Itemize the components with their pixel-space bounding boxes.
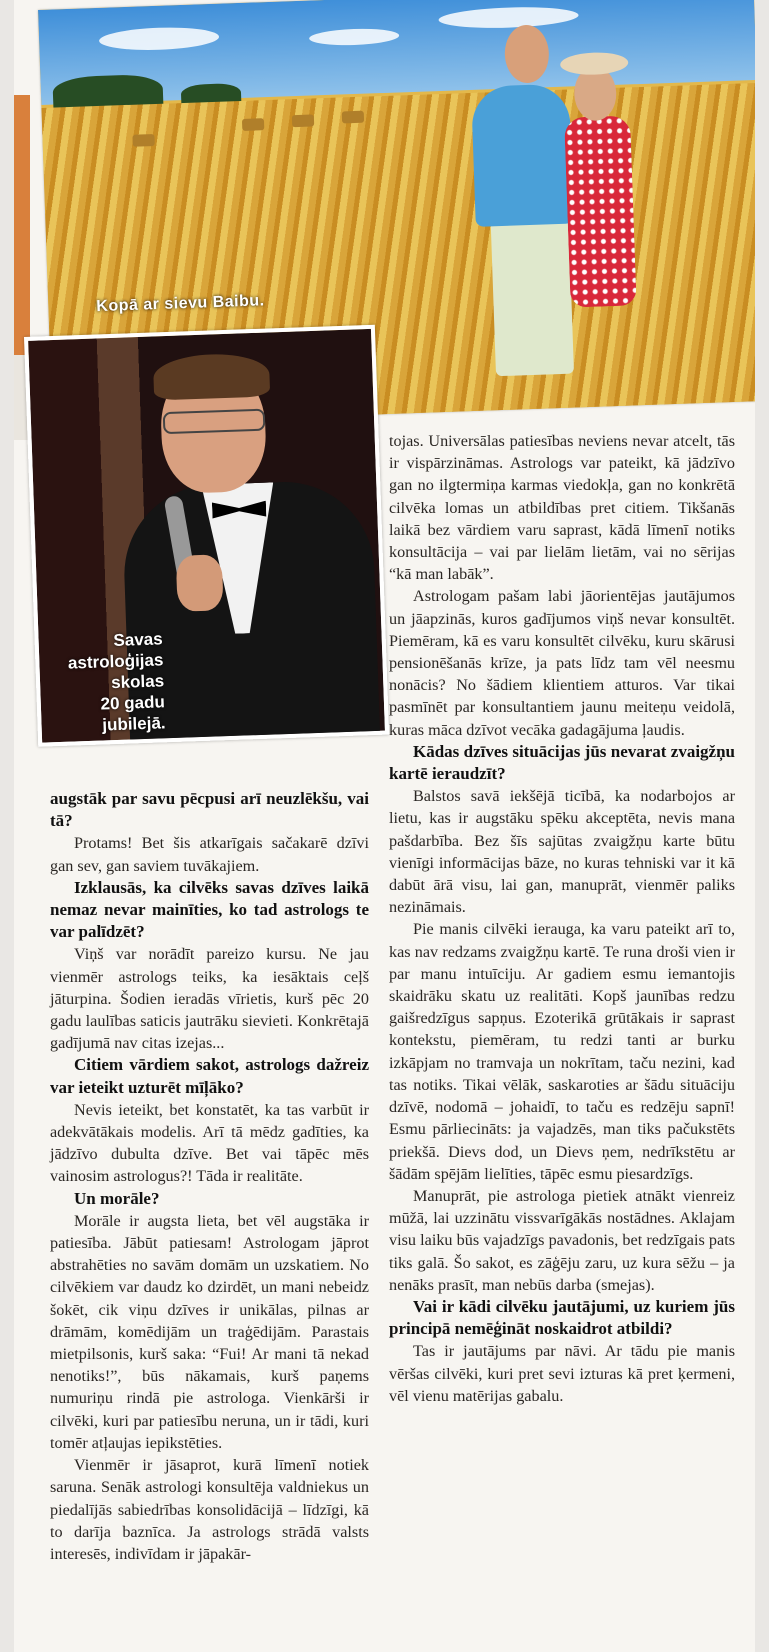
caption-line: jubilejā.: [101, 713, 166, 735]
photo-caption: Kopā ar sievu Baibu.: [96, 292, 265, 316]
hay-bale: [342, 111, 364, 124]
answer-paragraph: Nevis ieteikt, bet konstatēt, ka tas varbūt ir adekvātākais modelis. Arī tā mēdz gadīties, ka jādzīvo dubulta dzīve. Bet vai tāpēc mēs vainosim astrologus?! Tāda ir realitāte.: [50, 1100, 369, 1186]
answer-paragraph: Manuprāt, pie astrologa pietiek atnākt vienreiz mūžā, lai uzzinātu vissvarīgākās nostādnes. Aklajam visu laiku būs vajadzīgs pavadonis, bet redzīgais pats tiks galā. Šo sakot, es zāģēju zaru, uz kura sēžu – ja nenāks prasīt, man nebūs darba (smejas).: [389, 1186, 735, 1294]
hay-bale: [292, 114, 314, 127]
man-figure-pants: [491, 216, 574, 377]
answer-paragraph: Protams! Bet šis atkarīgais sačakarē dzīvi gan sev, gan saviem tuvākajiem.: [50, 834, 369, 875]
caption-line: Savas: [113, 629, 163, 651]
hay-bale: [132, 134, 154, 147]
woman-figure-dress: [564, 115, 637, 307]
question-heading: Vai ir kādi cilvēku jautājumi, uz kuriem jūs principā nemēģināt noskaidrot atbildi?: [389, 1296, 735, 1339]
magazine-page: [14, 0, 755, 1652]
caption-line: 20 gadu: [100, 692, 166, 714]
question-heading: augstāk par savu pēcpusi arī neuzlēkšu, vai tā?: [50, 789, 369, 831]
answer-paragraph: Astrologam pašam labi jāorientējas jautājumos un jāapzinās, kuros gadījumos viņš nevar konsultēt. Piemēram, kā es varu konsultēt cilvēku, kuru skārusi pensionēšanās krīze, ja pats līdz tam vēl neesmu nonācis? No šādiem klientiem atturos. Var tikai pasmīnēt par konsultantiem jaunu meiteņu veidolā, kuras māca dzīvot vecāka gadagājuma ļaudis.: [389, 587, 735, 739]
question-heading: Un morāle?: [74, 1188, 160, 1208]
answer-paragraph: Tas ir jautājums par nāvi. Ar tādu pie manis vēršas cilvēki, kuri pret sevi izturas kā pret ķermeni, vēl vienu matērijas gabalu.: [389, 1342, 735, 1405]
article-column-right: [389, 430, 735, 1407]
glasses: [163, 409, 266, 435]
hand: [176, 554, 224, 612]
answer-paragraph: Balstos savā iekšējā ticībā, ka nodarbojos ar lietu, kas ir augstāku spēku akceptēta, nevis mana pašdarbība. Bez šīs sajūtas zvaigžņu karte būtu vienīgi informācijas bāze, no kuras tehniski var it kā dabūt ārā visu, lai gan, manuprāt, vienmēr paliks nezināmais.: [389, 787, 735, 917]
question-heading: Kādas dzīves situācijas jūs nevarat zvaigžņu kartē ieraudzīt?: [389, 741, 735, 784]
answer-paragraph: Vienmēr ir jāsaprot, kurā līmenī notiek saruna. Senāk astrologi konsultēja valdniekus un piedalījās sabiedrības konsolidācijā – līdzīgi, kā to darīja baznīca. Ja astrologs strādā valsts interesēs, indivīdam ir jāpakār-: [50, 1456, 369, 1563]
page-edge-decoration: [14, 95, 30, 355]
question-heading: Izklausās, ka cilvēks savas dzīves laikā nemaz nevar mainīties, ko tad astrologs te var palīdzēt?: [50, 877, 369, 942]
caption-line: astroloģijas: [67, 650, 164, 673]
photo-caption-portrait: [52, 628, 166, 737]
answer-paragraph: tojas. Universālas patiesības neviens nevar atcelt, tās ir vispārzināmas. Astrologs var pateikt, kā jādzīvo gan no ilgtermiņa karmas viedokļa, gan no konkrētā cilvēka lomas un atbildības pret citiem. Tikšanās laikā bez vārdiem varu saprast, kādā līmenī notiks konsultācija – vai par lielām lietām, vai no sērijas “kā man labāk”.: [389, 432, 735, 584]
question-heading: Citiem vārdiem sakot, astrologs dažreiz var ieteikt uzturēt mīļāko?: [50, 1055, 369, 1097]
hay-bale: [242, 118, 264, 131]
article-column-left: [50, 788, 369, 1565]
man-hair: [153, 352, 270, 400]
answer-paragraph: Morāle ir augsta lieta, bet vēl augstāka ir patiesība. Jābūt patiesam! Astrologam jāprot abstrahēties no savām domām un uzskatiem. No cilvēkiem var daudz ko dzirdēt, un mani nebeidz šokēt, cik viņu dzīves ir unikālas, pilnas ar drāmām, komēdijām un traģēdijām. Parastais mietpilsonis, kurš saka: “Fui! Ar mani tā nekad nenotiks!”, būs nākamais, kurš paņems numuriņu rindā pie astrologa. Vienkārši ir cilvēki, kuri par patiesību neruna, un ir tādi, kuri tomēr atļaujas iepikstēties.: [50, 1211, 369, 1452]
photo-portrait-with-microphone: [24, 325, 389, 747]
answer-paragraph: Viņš var norādīt pareizo kursu. Ne jau vienmēr astrologs teiks, ka iesāktais ceļš jāturpina. Šodien ieradās vīrietis, kurš pēc 20 gadu laulības saticis jautrāku sievieti. Konkrētajā gadījumā nav citas izejas...: [50, 945, 369, 1053]
caption-line: skolas: [110, 671, 165, 693]
answer-paragraph: Pie manis cilvēki ierauga, ka varu pateikt arī to, kas nav redzams zvaigžņu kartē. Te runa droši vien ir par manu intuīciju. Ar gadiem esmu iemantojis skaidrāku skatu uz realitāti. Kopš jaunības redzu gaišredzīgus sapņus. Ezoterikā grūtākais ir saprast kontekstu, piemēram, tu redzi tanti ar burku izkāpjam no tramvaja un nokrītam, taču nezini, kad tas notiks. Tikai vēlāk, saskaroties ar šādu situāciju dzīvē, nodomā – johaidī, to taču es redzēju sapnī! Esmu pārliecināts: ja vajadzēs, man tiks pačukstēts priekšā. Dievs dod, un Dievs ņem, nedrīkstētu ar šādām spējām lielīties, tāpēc esmu piesardzīgs.: [389, 920, 735, 1183]
man-figure-shirt: [471, 84, 574, 227]
